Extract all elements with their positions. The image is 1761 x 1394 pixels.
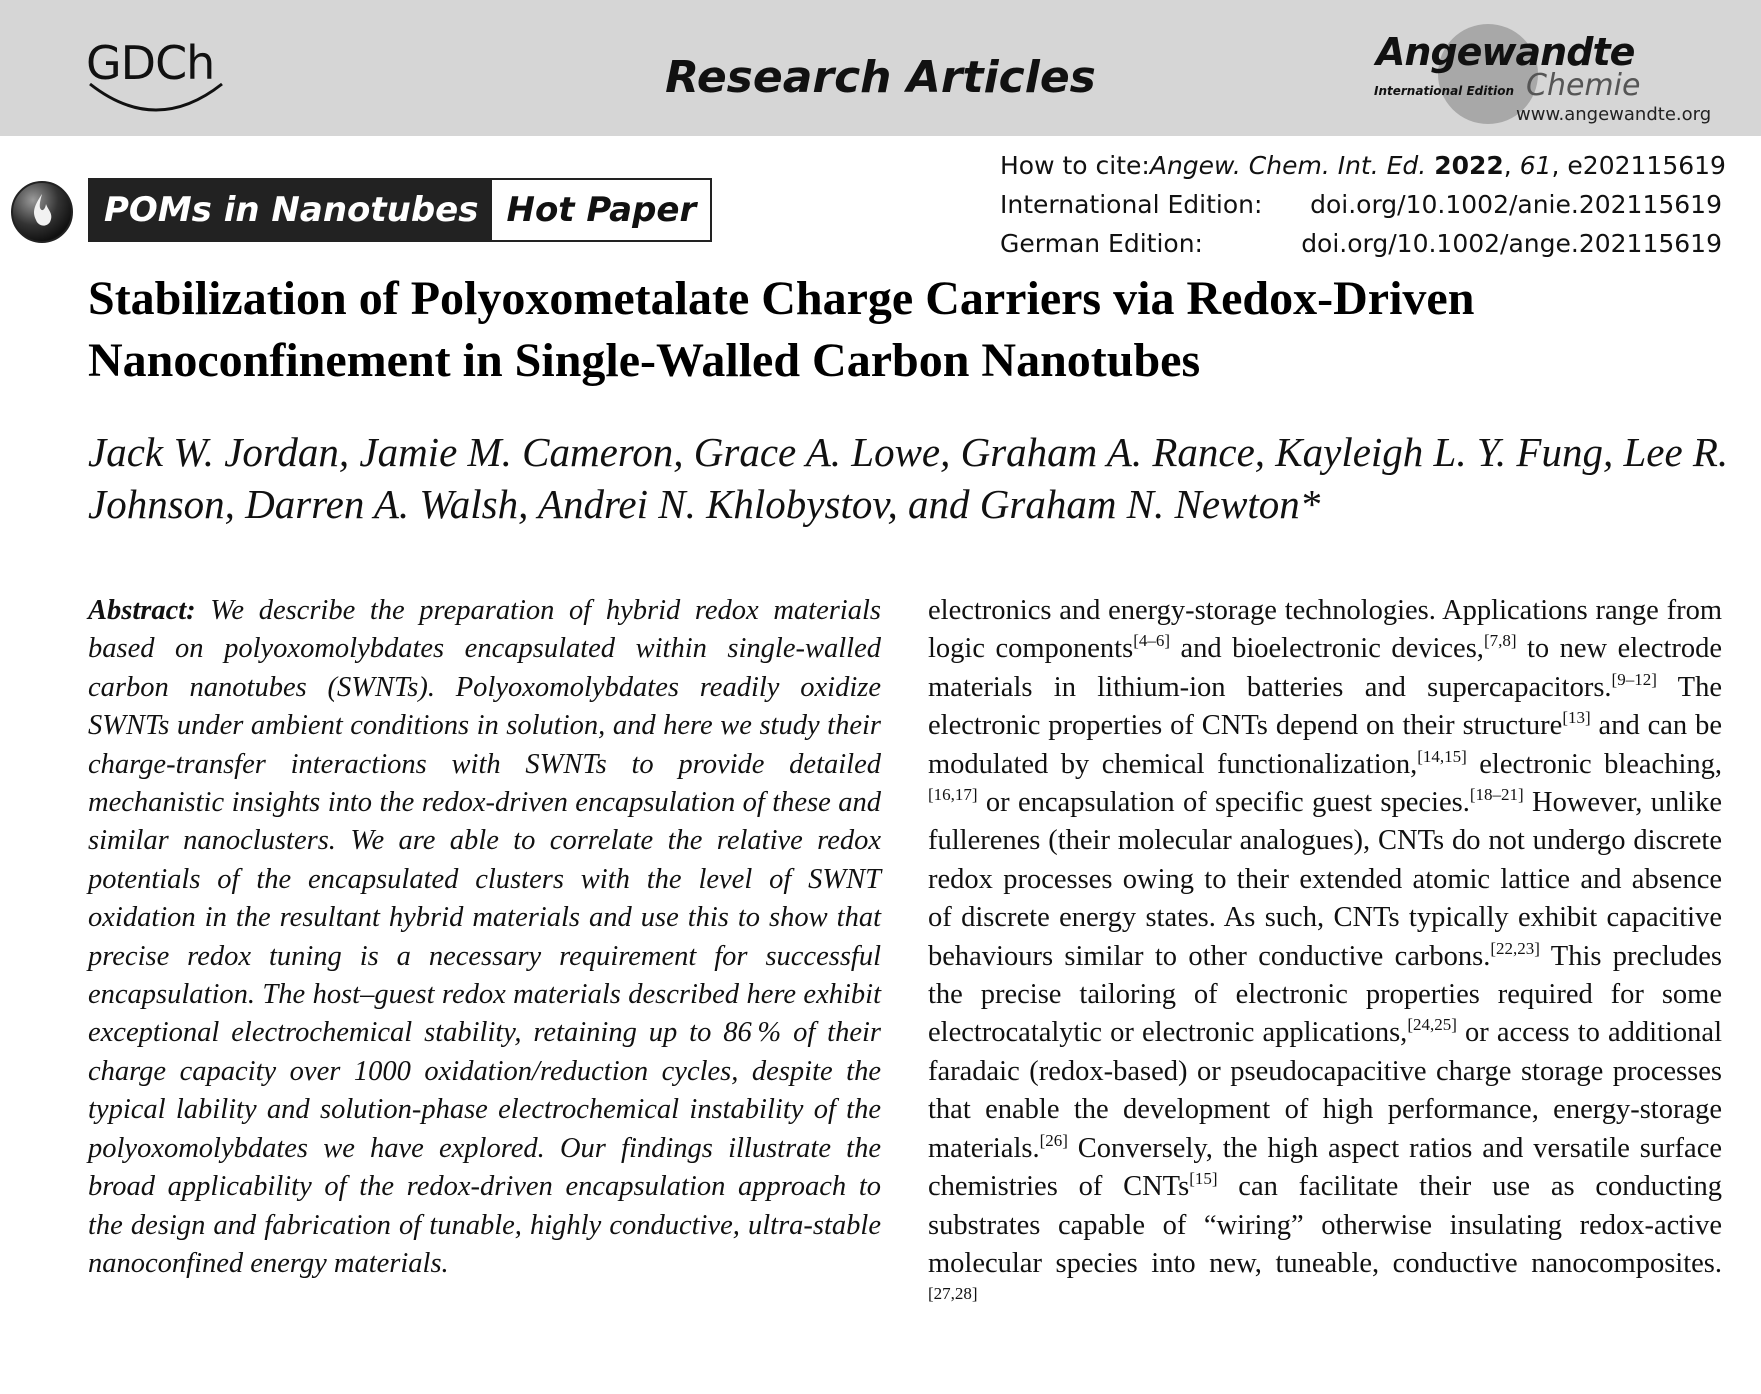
journal-url[interactable]: www.angewandte.org — [1516, 104, 1712, 125]
german-edition-row — [1000, 224, 1722, 263]
reference-citation[interactable]: [4–6] — [1133, 631, 1171, 651]
body-text: or encapsulation of specific guest species. — [977, 787, 1470, 819]
german-edition-label: German Edition: — [1000, 229, 1203, 258]
society-logo: GDCh — [86, 36, 215, 90]
section-title: Research Articles — [665, 52, 1096, 103]
reference-citation[interactable]: [24,25] — [1407, 1015, 1457, 1035]
body-text-column — [928, 592, 1722, 1322]
reference-citation[interactable]: [15] — [1189, 1169, 1218, 1189]
citation-volume: 61 — [1519, 151, 1552, 180]
topic-tag[interactable]: POMs in Nanotubes — [90, 180, 492, 240]
reference-citation[interactable]: [27,28] — [928, 1284, 978, 1304]
body-text: and bioelectronic devices, — [1170, 633, 1484, 665]
citation-article: e202115619 — [1567, 151, 1726, 180]
abstract-text: We describe the preparation of hybrid redox materials based on polyoxomolybdates encapsulated within single-walled carbon nanotubes (SWNTs). Polyoxomolybdates readily oxidize SWNTs under ambient conditions in solution, and here we study their charge-transfer interactions with SWNTs to provide detailed mechanistic insights into the redox-driven encapsulation of these and similar nanoclusters. We are able to correlate the relative redox potentials of the encapsulated clusters with the level of SWNT oxidation in the resultant hybrid materials and use this to show that precise redox tuning is a necessary requirement for successful encapsulation. The host–guest redox materials described here exhibit exceptional electrochemical stability, retaining up to 86 % of their charge capacity over 1000 oxidation/reduction cycles, despite the typical lability and solution-phase electrochemical instability of the polyoxomolybdates we have explored. Our findings illustrate the broad applicability of the redox-driven encapsulation approach to the design and fabrication of tunable, highly conductive, ultra-stable nanoconfined energy materials. — [88, 595, 881, 1279]
body-text: to new electrode materials in lithium-ion batteries and supercapacitors. — [928, 633, 1723, 703]
journal-abbrev: Angew. Chem. Int. Ed. — [1149, 151, 1427, 180]
reference-citation[interactable]: [26] — [1039, 1130, 1068, 1150]
journal-subtitle: Chemie — [1526, 68, 1641, 103]
body-text: electronics and energy-storage technologies. Applications range from logic components — [928, 595, 1722, 665]
intl-edition-label: International Edition: — [1000, 190, 1263, 219]
body-text: This precludes the precise tailoring of electronic properties required for some electrocatalytic or electronic applications, — [928, 940, 1722, 1049]
german-doi-link[interactable]: doi.org/10.1002/ange.202115619 — [1301, 229, 1722, 258]
body-text: can facilitate their use as conducting substrates capable of “wiring” otherwise insulating redox-active molecular species into new, tuneable, conductive nanocomposites. — [928, 1171, 1722, 1279]
abstract — [88, 592, 881, 1283]
citation-reference: Angew. Chem. Int. Ed. 2022, 61, e202115619 — [1149, 151, 1726, 180]
citation-block — [1000, 146, 1726, 263]
hot-paper-flame-icon — [10, 180, 74, 244]
how-to-cite-prefix: How to cite: — [1000, 151, 1150, 180]
how-to-cite — [1000, 146, 1726, 185]
reference-citation[interactable]: [13] — [1562, 708, 1591, 728]
citation-year: 2022 — [1434, 151, 1504, 180]
reference-citation[interactable]: [7,8] — [1483, 631, 1517, 651]
reference-citation[interactable]: [16,17] — [928, 785, 978, 805]
abstract-label: Abstract: — [88, 595, 196, 626]
journal-edition: International Edition — [1374, 84, 1515, 98]
hot-paper-badge: Hot Paper — [492, 180, 710, 240]
body-text: or access to additional faradaic (redox-based) or pseudocapacitive charge storage processes that enable the development of high performance, energy-storage materials. — [928, 1017, 1722, 1164]
reference-citation[interactable]: [22,23] — [1490, 938, 1540, 958]
intl-edition-row — [1000, 185, 1722, 224]
body-text: electronic bleaching, — [1466, 748, 1722, 780]
body-text: Conversely, the high aspect ratios and versatile surface chemistries of CNTs — [928, 1132, 1722, 1203]
reference-citation[interactable]: [9–12] — [1611, 669, 1657, 689]
journal-header — [0, 0, 1761, 136]
intl-doi-link[interactable]: doi.org/10.1002/anie.202115619 — [1310, 190, 1722, 219]
reference-citation[interactable]: [14,15] — [1417, 746, 1467, 766]
body-text: However, unlike fullerenes (their molecular analogues), CNTs do not undergo discrete redox processes owing to their extended atomic lattice and absence of discrete energy states. As such, CNTs typically exhibit capacitive behaviours similar to other conductive carbons. — [928, 787, 1722, 972]
body-text: The electronic properties of CNTs depend on their structure — [928, 671, 1722, 742]
body-text: and can be modulated by chemical functionalization, — [928, 710, 1722, 780]
author-list: Jack W. Jordan, Jamie M. Cameron, Grace A. Lowe, Graham A. Rance, Kayleigh L. Y. Fung, Lee R. Johnson, Darren A. Walsh, Andrei N. Khlobystov, and Graham N. Newton* — [88, 429, 1729, 527]
article-tags — [88, 178, 712, 242]
reference-citation[interactable]: [18–21] — [1469, 785, 1524, 805]
article-title: Stabilization of Polyoxometalate Charge Carriers via Redox-Driven Nanoconfinement in Single-Walled Carbon Nanotubes — [88, 272, 1475, 387]
journal-name: Angewandte — [1376, 30, 1635, 74]
